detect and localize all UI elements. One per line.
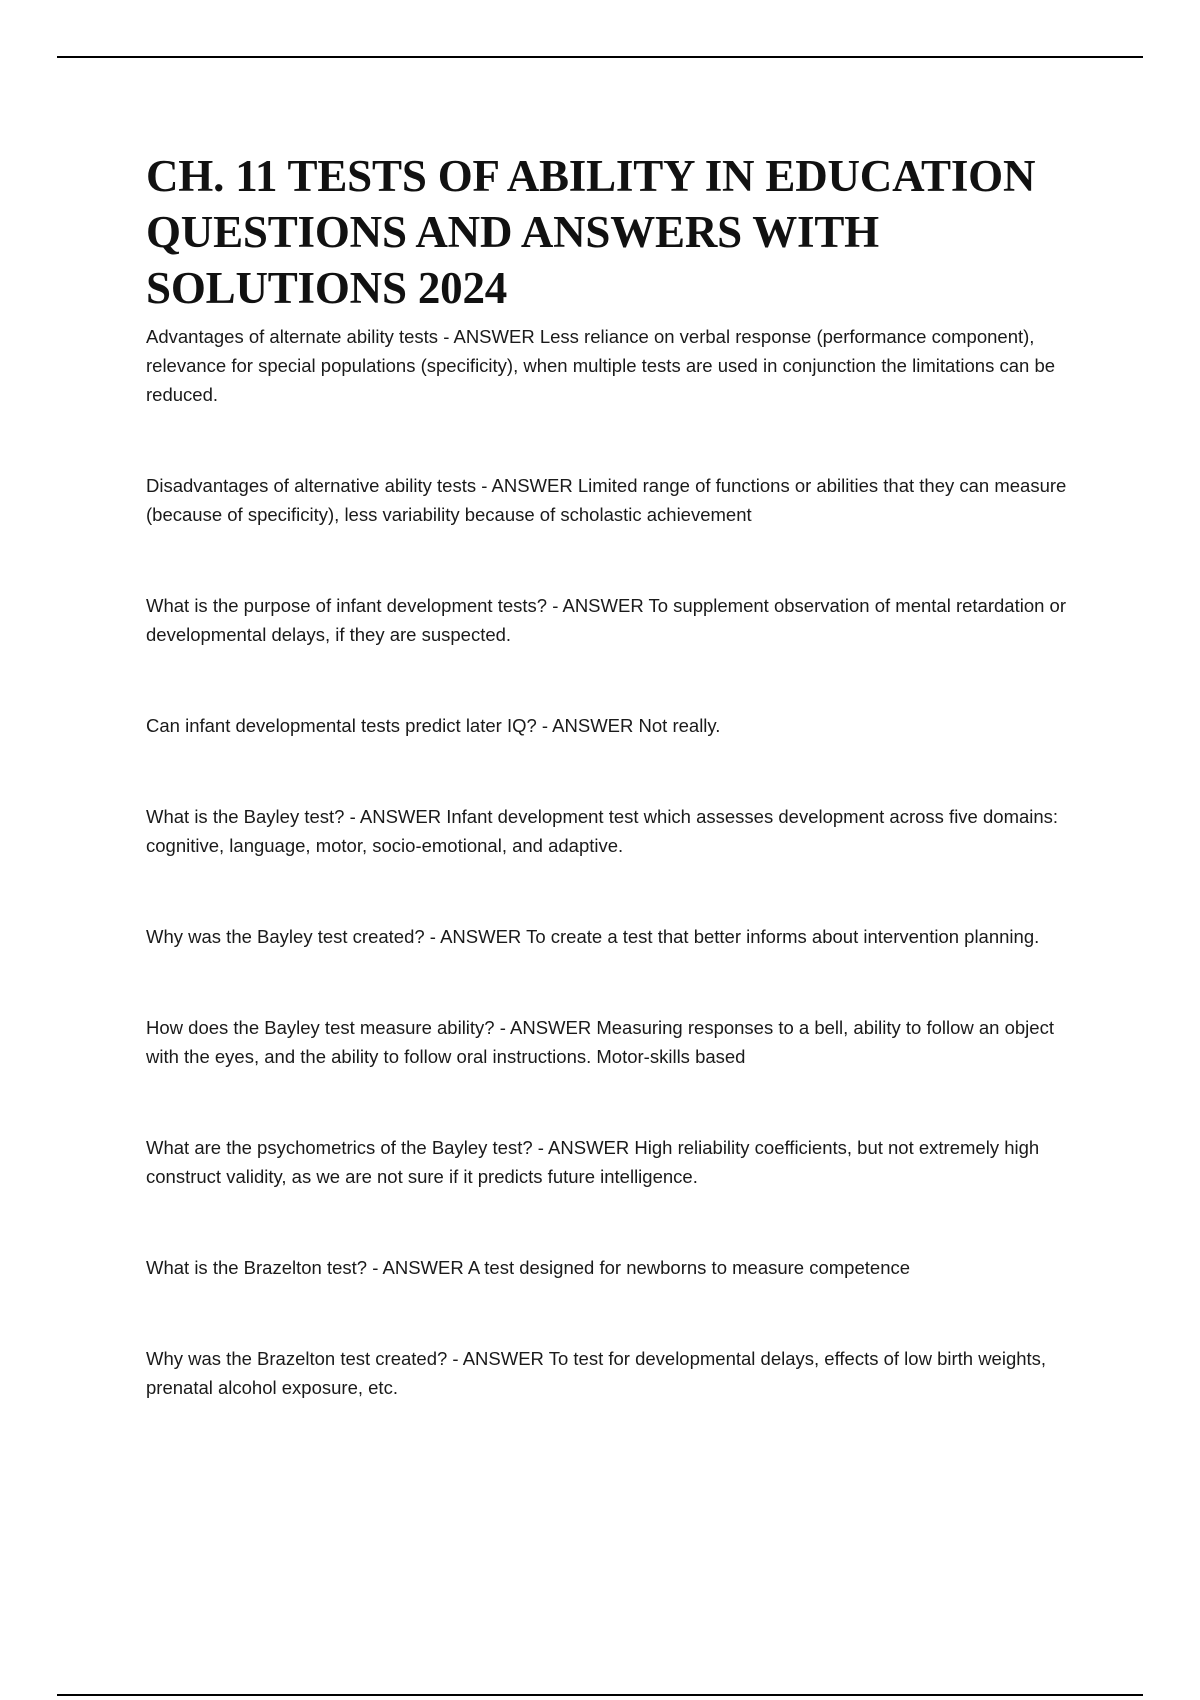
qa-item: What is the Brazelton test? - ANSWER A test designed for newborns to measure competence bbox=[146, 1257, 911, 1278]
document-title: CH. 11 TESTS OF ABILITY IN EDUCATION QUESTIONS AND ANSWERS WITH SOLUTIONS 2024 bbox=[146, 151, 1036, 313]
qa-item: Why was the Bayley test created? - ANSWER To create a test that better informs about intervention planning. bbox=[146, 926, 1040, 947]
qa-item: Can infant developmental tests predict later IQ? - ANSWER Not really. bbox=[146, 715, 721, 736]
document-body bbox=[146, 148, 1091, 1464]
qa-item: Disadvantages of alternative ability tests - ANSWER Limited range of functions or abilities that they can measure (because of specificity), less variability because of scholastic achievement bbox=[146, 475, 1067, 525]
qa-item: Why was the Brazelton test created? - ANSWER To test for developmental delays, effects of low birth weights, prenatal alcohol exposure, etc. bbox=[146, 1348, 1047, 1398]
top-rule bbox=[57, 56, 1143, 58]
qa-item: What are the psychometrics of the Bayley test? - ANSWER High reliability coefficients, but not extremely high construct validity, as we are not sure if it predicts future intelligence. bbox=[146, 1137, 1040, 1187]
qa-item: How does the Bayley test measure ability? - ANSWER Measuring responses to a bell, ability to follow an object with the eyes, and the ability to follow oral instructions. Motor-skills based bbox=[146, 1017, 1054, 1067]
qa-item: Advantages of alternate ability tests - ANSWER Less reliance on verbal response (performance component), relevance for special populations (specificity), when multiple tests are used in conjunction the limitations can be reduced. bbox=[146, 326, 1056, 405]
qa-item: What is the purpose of infant development tests? - ANSWER To supplement observation of mental retardation or developmental delays, if they are suspected. bbox=[146, 595, 1067, 645]
bottom-rule bbox=[57, 1694, 1143, 1696]
qa-item: What is the Bayley test? - ANSWER Infant development test which assesses development across five domains: cognitive, language, motor, socio-emotional, and adaptive. bbox=[146, 806, 1059, 856]
